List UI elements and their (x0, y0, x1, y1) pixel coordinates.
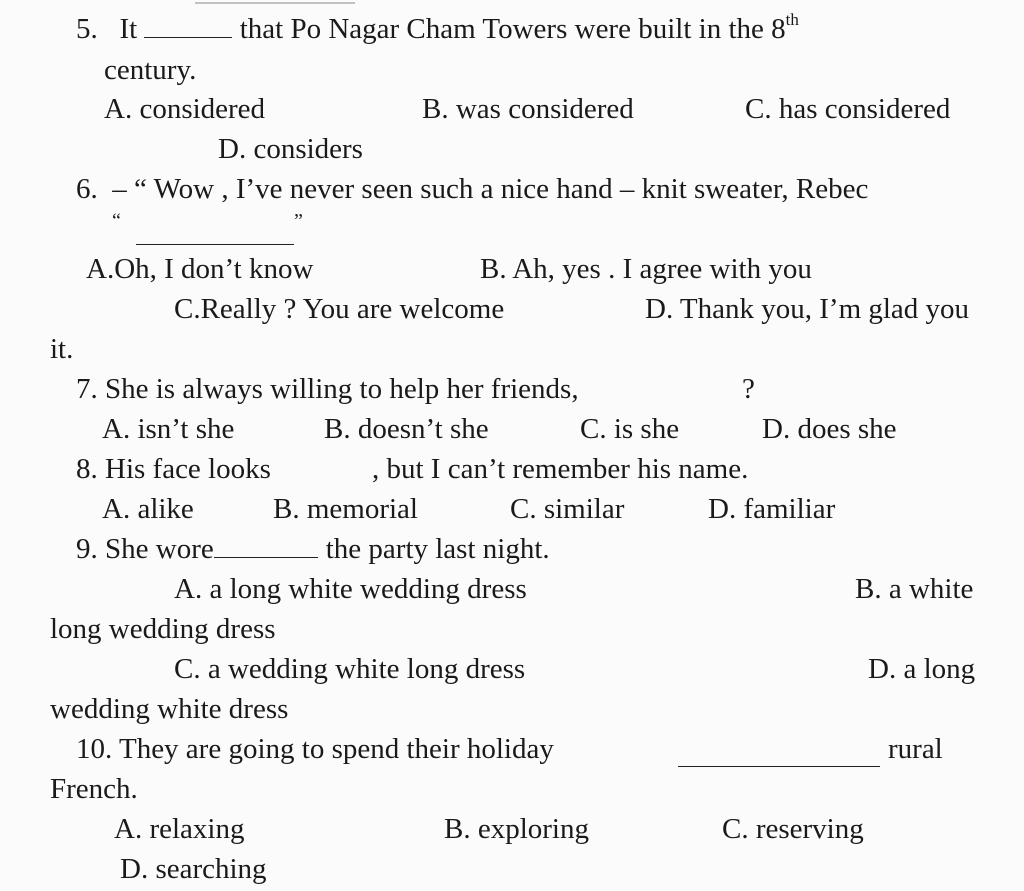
question-8-text-start: 8. His face looks (76, 453, 271, 485)
question-5-word-it: It (119, 13, 138, 45)
question-6-blank[interactable] (136, 222, 294, 245)
question-10-option-b[interactable]: B. exploring (444, 813, 589, 845)
question-9-option-d[interactable]: D. a long (868, 653, 976, 685)
question-6-text: – “ Wow , I’ve never seen such a nice hand – knit sweater, Rebec (112, 173, 869, 205)
question-5-continuation: century. (104, 54, 197, 86)
question-5-line (76, 12, 799, 46)
question-10-text-start: 10. They are going to spend their holiday (76, 733, 554, 765)
question-5-blank[interactable] (144, 15, 232, 38)
question-5-option-a[interactable]: A. considered (104, 93, 266, 125)
question-5-superscript: th (785, 10, 799, 29)
question-8-text-end: , but I can’t remember his name. (372, 453, 749, 485)
question-9-option-a[interactable]: A. a long white wedding dress (174, 573, 527, 605)
question-6-continuation: it. (50, 333, 74, 365)
question-6-option-c[interactable]: C.Really ? You are welcome (174, 293, 505, 325)
question-8-option-c[interactable]: C. similar (510, 493, 625, 525)
question-10-option-d[interactable]: D. searching (120, 853, 267, 885)
question-9-text-end: the party last night. (325, 533, 550, 565)
question-5-number: 5. (76, 13, 98, 45)
question-7-option-b[interactable]: B. doesn’t she (324, 413, 489, 445)
question-10-text-end: rural (888, 733, 943, 765)
question-10-blank[interactable] (678, 744, 880, 767)
question-7-option-c[interactable]: C. is she (580, 413, 680, 445)
question-6-option-a[interactable]: A.Oh, I don’t know (86, 253, 314, 285)
cropped-previous-line (195, 0, 355, 4)
question-9-option-b[interactable]: B. a white (855, 573, 974, 605)
question-9-option-c[interactable]: C. a wedding white long dress (174, 653, 526, 685)
question-6-close-quote: ” (294, 210, 303, 232)
question-6-line (76, 172, 868, 206)
question-6-option-d[interactable]: D. Thank you, I’m glad you (645, 293, 970, 325)
question-7-question-mark: ? (742, 373, 755, 405)
question-9-option-d-continuation: wedding white dress (50, 693, 289, 725)
question-7-option-d[interactable]: D. does she (762, 413, 897, 445)
question-9-option-b-continuation: long wedding dress (50, 613, 276, 645)
question-5-option-d[interactable]: D. considers (218, 133, 363, 165)
question-9-text-start: 9. She wore (76, 533, 214, 565)
question-6-option-b[interactable]: B. Ah, yes . I agree with you (480, 253, 812, 285)
question-10-option-a[interactable]: A. relaxing (114, 813, 245, 845)
question-5-option-b[interactable]: B. was considered (422, 93, 634, 125)
question-7-option-a[interactable]: A. isn’t she (102, 413, 235, 445)
question-8-option-d[interactable]: D. familiar (708, 493, 836, 525)
question-10-continuation: French. (50, 773, 138, 805)
question-5-option-c[interactable]: C. has considered (745, 93, 951, 125)
question-6-open-quote: “ (112, 210, 121, 232)
question-8-option-b[interactable]: B. memorial (273, 493, 418, 525)
question-9-blank[interactable] (214, 535, 318, 558)
question-9-line (76, 532, 550, 566)
question-5-text: that Po Nagar Cham Towers were built in the 8 (239, 13, 786, 45)
question-7-text: 7. She is always willing to help her friends, (76, 373, 579, 405)
question-6-number: 6. (76, 173, 98, 205)
question-8-option-a[interactable]: A. alike (102, 493, 194, 525)
question-10-option-c[interactable]: C. reserving (722, 813, 864, 845)
